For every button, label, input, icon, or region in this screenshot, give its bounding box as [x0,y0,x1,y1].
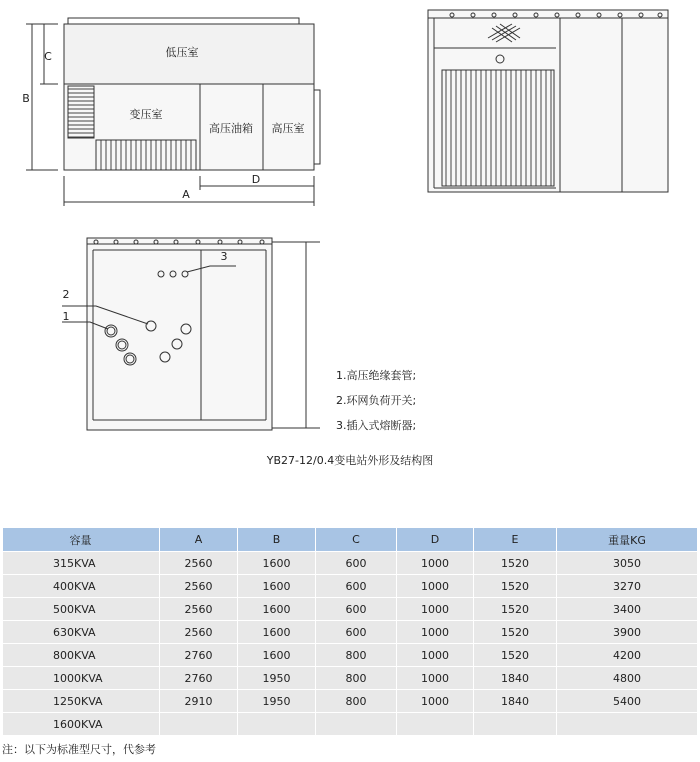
table-cell: 3270 [557,575,698,598]
table-cell [238,713,316,736]
table-row [3,598,698,621]
table-cell: 800 [316,690,397,713]
dim-b-label: B [22,92,30,105]
spec-table [2,527,698,736]
table-header-row [3,528,698,552]
table-cell [160,713,238,736]
table-cell: 1600 [238,621,316,644]
table-cell: 1600 [238,598,316,621]
table-row [3,690,698,713]
header-a: A [160,528,238,552]
table-cell: 2560 [160,598,238,621]
table-cell: 5400 [557,690,698,713]
table-cell: 1600 [238,552,316,575]
table-cell: 1000 [397,598,474,621]
table-cell: 1250KVA [3,690,160,713]
callout-3: 3 [220,250,228,263]
table-cell: 3900 [557,621,698,644]
table-cell: 1000 [397,690,474,713]
top-view [62,238,320,430]
low-voltage-room-label: 低压室 [165,46,199,59]
table-cell: 1520 [474,644,557,667]
table-cell: 2560 [160,575,238,598]
table-cell: 1600KVA [3,713,160,736]
table-cell: 800 [316,667,397,690]
table-cell: 3400 [557,598,698,621]
table-cell: 600 [316,598,397,621]
header-capacity: 容量 [3,528,160,552]
table-cell: 315KVA [3,552,160,575]
table-cell: 2910 [160,690,238,713]
table-cell: 1950 [238,690,316,713]
table-cell: 1000 [397,667,474,690]
table-row [3,621,698,644]
callout-1: 1 [62,310,70,323]
table-cell: 3050 [557,552,698,575]
hv-room-label: 高压室 [271,122,305,135]
table-cell: 800KVA [3,644,160,667]
table-cell: 500KVA [3,598,160,621]
table-cell: 1600 [238,575,316,598]
table-cell [557,713,698,736]
table-cell: 1520 [474,552,557,575]
legend-item-2: 2.环网负荷开关; [336,394,417,407]
table-row [3,667,698,690]
table-row [3,575,698,598]
callout-2: 2 [62,288,70,301]
table-cell: 600 [316,621,397,644]
transformer-room-label: 变压室 [129,108,163,121]
table-cell: 1520 [474,598,557,621]
table-cell: 1000KVA [3,667,160,690]
table-cell: 1840 [474,690,557,713]
hv-oil-tank-label: 高压油箱 [209,122,253,135]
header-b: B [238,528,316,552]
table-row [3,552,698,575]
table-cell: 2560 [160,621,238,644]
figure-caption: YB27-12/0.4变电站外形及结构图 [266,454,434,467]
table-cell [474,713,557,736]
table-cell: 1000 [397,575,474,598]
header-c: C [316,528,397,552]
table-cell: 2560 [160,552,238,575]
table-cell: 1520 [474,575,557,598]
dim-d-label: D [251,173,261,186]
table-cell: 1000 [397,644,474,667]
table-row [3,644,698,667]
dim-a-label: A [182,188,190,201]
table-cell: 400KVA [3,575,160,598]
header-e: E [474,528,557,552]
header-weight: 重量KG [557,528,698,552]
table-cell: 630KVA [3,621,160,644]
spec-table-body [3,552,698,736]
table-cell: 4800 [557,667,698,690]
dim-c-label: C [44,50,52,63]
table-cell [397,713,474,736]
table-cell [316,713,397,736]
table-cell: 600 [316,575,397,598]
table-row [3,713,698,736]
legend-item-1: 1.高压绝缘套管; [336,369,417,382]
table-cell: 4200 [557,644,698,667]
table-cell: 1840 [474,667,557,690]
legend-item-3: 3.插入式熔断器; [336,419,417,432]
front-view [428,10,668,192]
header-d: D [397,528,474,552]
table-cell: 2760 [160,644,238,667]
table-cell: 1520 [474,621,557,644]
table-cell: 1600 [238,644,316,667]
table-cell: 600 [316,552,397,575]
footnote: 注：以下为标准型尺寸，代参考 [2,743,156,756]
table-cell: 800 [316,644,397,667]
table-cell: 1000 [397,552,474,575]
table-cell: 1000 [397,621,474,644]
table-cell: 1950 [238,667,316,690]
table-cell: 2760 [160,667,238,690]
